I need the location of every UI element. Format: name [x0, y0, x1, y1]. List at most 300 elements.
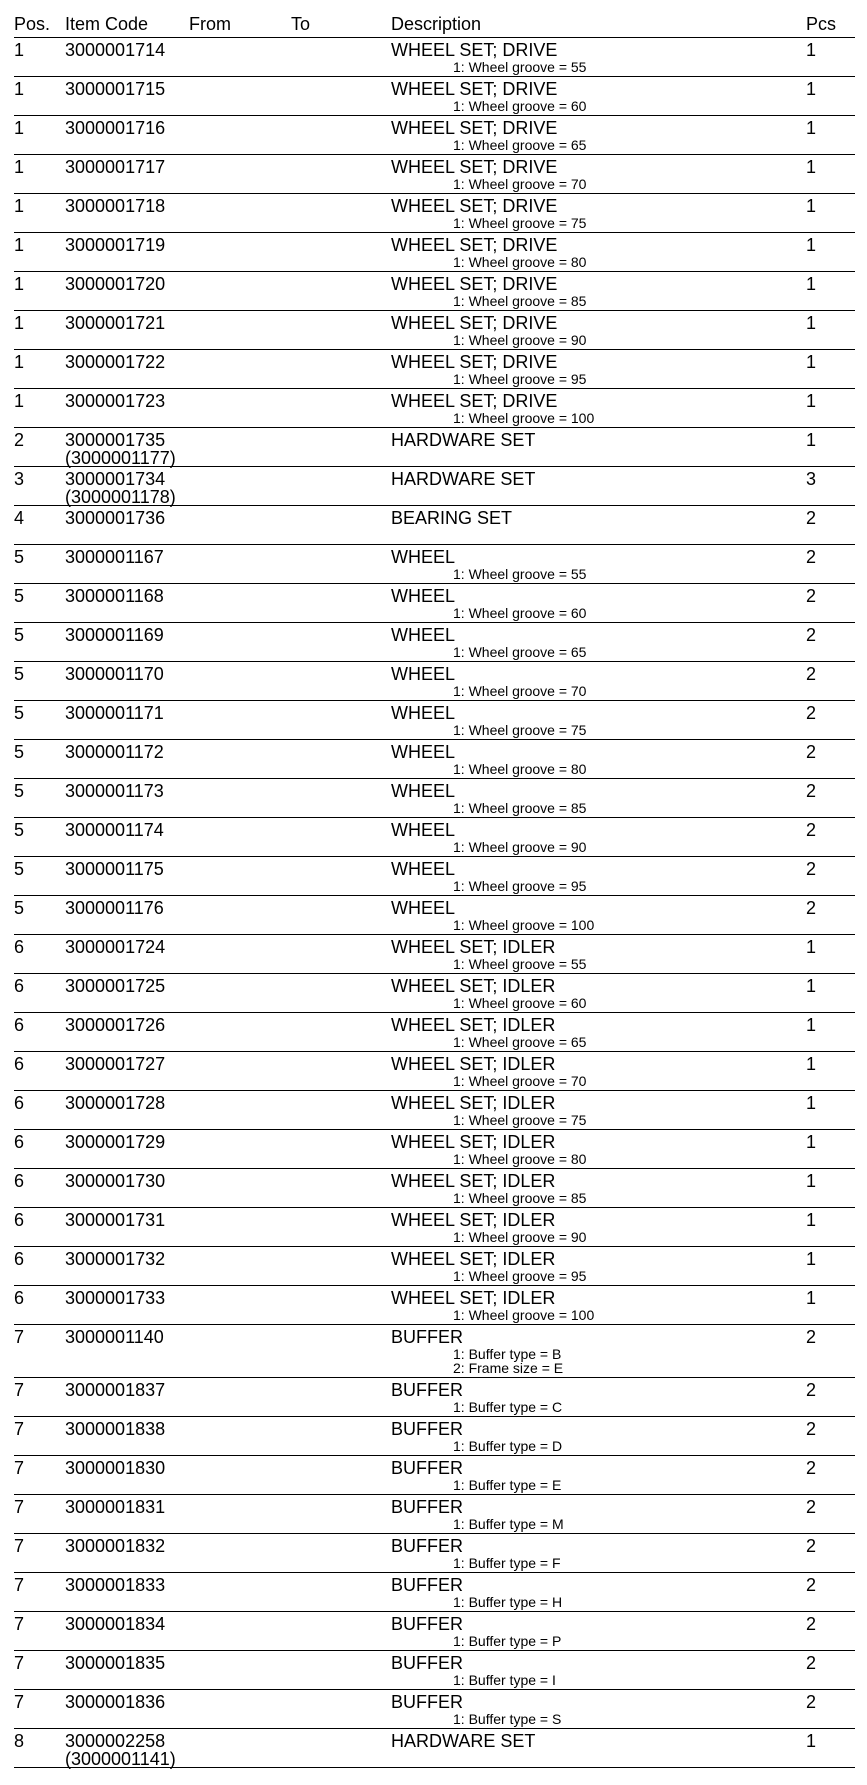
- row-description: BUFFER: [391, 1536, 463, 1556]
- row-description: WHEEL SET; DRIVE: [391, 118, 558, 138]
- row-item-code: 3000001729: [65, 1132, 166, 1152]
- row-divider: [14, 1572, 855, 1573]
- row-item-code: 3000001168: [65, 586, 164, 606]
- row-description: BUFFER: [391, 1458, 463, 1478]
- row-divider: [14, 37, 855, 38]
- row-divider: [14, 1246, 855, 1247]
- row-description: WHEEL SET; IDLER: [391, 1288, 556, 1308]
- row-attribute: 1: Wheel groove = 90: [453, 839, 587, 855]
- row-description: HARDWARE SET: [391, 469, 536, 489]
- row-attribute: 2: Frame size = E: [453, 1360, 564, 1376]
- table-row: [0, 115, 867, 154]
- row-attribute: 1: Wheel groove = 90: [453, 332, 587, 348]
- row-description: WHEEL SET; IDLER: [391, 1249, 556, 1269]
- row-divider: [14, 856, 855, 857]
- row-item-code: 3000001830: [65, 1458, 166, 1478]
- row-attribute: 1: Buffer type = S: [453, 1711, 562, 1727]
- row-divider: [14, 934, 855, 935]
- row-pcs: 1: [806, 430, 817, 450]
- row-divider: [14, 115, 855, 116]
- table-bottom-rule: [14, 1767, 855, 1768]
- header-item-code: Item Code: [65, 14, 149, 34]
- row-item-code: 3000001833: [65, 1575, 166, 1595]
- header-pos: Pos.: [14, 14, 51, 34]
- row-pos: 6: [14, 1015, 25, 1035]
- row-pcs: 2: [806, 781, 817, 801]
- table-row: [0, 1689, 867, 1728]
- row-attribute: 1: Wheel groove = 70: [453, 176, 587, 192]
- row-description: WHEEL SET; DRIVE: [391, 157, 558, 177]
- header-description: Description: [391, 14, 482, 34]
- row-item-code: 3000001169: [65, 625, 164, 645]
- table-row: [0, 817, 867, 856]
- table-row: [0, 1324, 867, 1377]
- row-pos: 1: [14, 40, 25, 60]
- row-pos: 1: [14, 196, 25, 216]
- row-item-code: 3000001176: [65, 898, 164, 918]
- row-pos: 5: [14, 703, 25, 723]
- row-pos: 7: [14, 1653, 25, 1673]
- table-row: [0, 622, 867, 661]
- row-pcs: 1: [806, 1731, 817, 1751]
- row-description: HARDWARE SET: [391, 1731, 536, 1751]
- row-pcs: 1: [806, 79, 817, 99]
- row-pcs: 2: [806, 1614, 817, 1634]
- row-description: WHEEL: [391, 820, 456, 840]
- row-attribute: 1: Wheel groove = 65: [453, 137, 587, 153]
- row-description: WHEEL SET; IDLER: [391, 1171, 556, 1191]
- table-row: [0, 1051, 867, 1090]
- table-row: [0, 1285, 867, 1324]
- row-divider: [14, 427, 855, 428]
- row-description: HARDWARE SET: [391, 430, 536, 450]
- row-pos: 7: [14, 1419, 25, 1439]
- row-description: WHEEL SET; DRIVE: [391, 274, 558, 294]
- row-divider: [14, 544, 855, 545]
- row-description: WHEEL SET; IDLER: [391, 1132, 556, 1152]
- row-item-code-alt: (3000001141): [65, 1749, 176, 1769]
- row-description: WHEEL SET; DRIVE: [391, 313, 558, 333]
- row-divider: [14, 349, 855, 350]
- row-item-code: 3000001175: [65, 859, 164, 879]
- row-description: WHEEL: [391, 586, 456, 606]
- row-pos: 7: [14, 1536, 25, 1556]
- row-item-code: 3000001174: [65, 820, 164, 840]
- row-attribute: 1: Buffer type = P: [453, 1633, 562, 1649]
- row-divider: [14, 1611, 855, 1612]
- table-row: [0, 505, 867, 544]
- row-pcs: 2: [806, 742, 817, 762]
- row-description: WHEEL SET; IDLER: [391, 1015, 556, 1035]
- row-attribute: 1: Buffer type = H: [453, 1594, 563, 1610]
- row-pos: 5: [14, 859, 25, 879]
- table-row: [0, 1572, 867, 1611]
- row-pos: 8: [14, 1731, 25, 1751]
- row-item-code: 3000001720: [65, 274, 166, 294]
- row-item-code: 3000001831: [65, 1497, 166, 1517]
- table-row: [0, 1129, 867, 1168]
- row-divider: [14, 1650, 855, 1651]
- row-attribute: 1: Wheel groove = 95: [453, 878, 587, 894]
- row-item-code: 3000001722: [65, 352, 166, 372]
- row-attribute: 1: Wheel groove = 75: [453, 1112, 587, 1128]
- row-item-code: 3000001717: [65, 157, 166, 177]
- row-pos: 5: [14, 820, 25, 840]
- table-row: [0, 310, 867, 349]
- row-pos: 5: [14, 586, 25, 606]
- row-item-code: 3000001832: [65, 1536, 166, 1556]
- row-item-code: 3000001715: [65, 79, 166, 99]
- row-attribute: 1: Wheel groove = 85: [453, 800, 587, 816]
- row-description: WHEEL: [391, 859, 456, 879]
- row-divider: [14, 1324, 855, 1325]
- row-pos: 5: [14, 625, 25, 645]
- row-pcs: 2: [806, 1458, 817, 1478]
- table-row: [0, 388, 867, 427]
- row-pos: 5: [14, 664, 25, 684]
- row-pcs: 1: [806, 40, 817, 60]
- row-attribute: 1: Wheel groove = 75: [453, 215, 587, 231]
- row-pos: 1: [14, 274, 25, 294]
- row-item-code: 3000001734: [65, 469, 166, 489]
- row-item-code: 3000001837: [65, 1380, 166, 1400]
- row-description: WHEEL: [391, 742, 456, 762]
- row-attribute: 1: Buffer type = D: [453, 1438, 563, 1454]
- row-pcs: 2: [806, 898, 817, 918]
- row-description: BUFFER: [391, 1653, 463, 1673]
- row-pcs: 1: [806, 391, 817, 411]
- row-divider: [14, 1533, 855, 1534]
- table-row: [0, 271, 867, 310]
- row-attribute: 1: Wheel groove = 55: [453, 956, 587, 972]
- row-attribute: 1: Wheel groove = 95: [453, 371, 587, 387]
- row-divider: [14, 1285, 855, 1286]
- row-pos: 1: [14, 352, 25, 372]
- row-item-code: 3000001731: [65, 1210, 166, 1230]
- row-attribute: 1: Wheel groove = 55: [453, 566, 587, 582]
- table-row: [0, 193, 867, 232]
- row-pos: 1: [14, 118, 25, 138]
- table-row: [0, 1090, 867, 1129]
- row-item-code: 3000001167: [65, 547, 164, 567]
- row-divider: [14, 1728, 855, 1729]
- row-pos: 6: [14, 1171, 25, 1191]
- table-row: [0, 232, 867, 271]
- table-row: [0, 934, 867, 973]
- row-description: BUFFER: [391, 1497, 463, 1517]
- row-description: WHEEL: [391, 547, 456, 567]
- row-pcs: 2: [806, 664, 817, 684]
- row-pcs: 2: [806, 586, 817, 606]
- row-pos: 7: [14, 1692, 25, 1712]
- row-pcs: 2: [806, 1419, 817, 1439]
- row-description: WHEEL SET; DRIVE: [391, 391, 558, 411]
- row-item-code: 3000001835: [65, 1653, 166, 1673]
- row-pcs: 2: [806, 625, 817, 645]
- row-item-code: 3000001724: [65, 937, 166, 957]
- row-divider: [14, 388, 855, 389]
- table-row: [0, 739, 867, 778]
- row-description: WHEEL: [391, 625, 456, 645]
- table-header: [0, 13, 867, 35]
- row-divider: [14, 1012, 855, 1013]
- row-pcs: 1: [806, 352, 817, 372]
- row-attribute: 1: Buffer type = M: [453, 1516, 564, 1532]
- row-item-code: 3000001736: [65, 508, 166, 528]
- row-item-code: 3000001716: [65, 118, 166, 138]
- row-attribute: 1: Wheel groove = 100: [453, 1307, 595, 1323]
- row-item-code: 3000001718: [65, 196, 166, 216]
- row-divider: [14, 739, 855, 740]
- row-item-code: 3000001721: [65, 313, 166, 333]
- row-item-code: 3000001140: [65, 1327, 164, 1347]
- row-description: WHEEL SET; DRIVE: [391, 235, 558, 255]
- row-attribute: 1: Wheel groove = 90: [453, 1229, 587, 1245]
- row-attribute: 1: Wheel groove = 75: [453, 722, 587, 738]
- row-pos: 6: [14, 1132, 25, 1152]
- row-description: WHEEL SET; DRIVE: [391, 352, 558, 372]
- row-pcs: 2: [806, 1575, 817, 1595]
- row-attribute: 1: Wheel groove = 80: [453, 1151, 587, 1167]
- row-pos: 6: [14, 1249, 25, 1269]
- row-divider: [14, 1689, 855, 1690]
- row-divider: [14, 973, 855, 974]
- table-row: [0, 427, 867, 466]
- row-pcs: 1: [806, 235, 817, 255]
- row-attribute: 1: Wheel groove = 55: [453, 59, 587, 75]
- row-pcs: 2: [806, 859, 817, 879]
- row-description: WHEEL: [391, 781, 456, 801]
- row-divider: [14, 1051, 855, 1052]
- row-pcs: 1: [806, 1288, 817, 1308]
- row-divider: [14, 1090, 855, 1091]
- row-item-code: 3000001728: [65, 1093, 166, 1113]
- row-pcs: 1: [806, 118, 817, 138]
- row-divider: [14, 271, 855, 272]
- row-pos: 6: [14, 1093, 25, 1113]
- row-pos: 5: [14, 898, 25, 918]
- row-pcs: 2: [806, 1536, 817, 1556]
- row-pos: 3: [14, 469, 25, 489]
- row-pos: 6: [14, 1288, 25, 1308]
- table-row: [0, 1494, 867, 1533]
- table-row: [0, 895, 867, 934]
- table-row: [0, 1611, 867, 1650]
- table-row: [0, 1168, 867, 1207]
- row-divider: [14, 505, 855, 506]
- row-pos: 7: [14, 1497, 25, 1517]
- row-pos: 1: [14, 313, 25, 333]
- row-pcs: 1: [806, 976, 817, 996]
- row-divider: [14, 700, 855, 701]
- row-divider: [14, 1416, 855, 1417]
- row-pos: 1: [14, 157, 25, 177]
- table-row: [0, 544, 867, 583]
- row-pos: 2: [14, 430, 25, 450]
- row-pcs: 2: [806, 1327, 817, 1347]
- row-pcs: 1: [806, 1171, 817, 1191]
- row-attribute: 1: Buffer type = F: [453, 1555, 561, 1571]
- row-attribute: 1: Wheel groove = 70: [453, 1073, 587, 1089]
- row-item-code: 3000001838: [65, 1419, 166, 1439]
- row-pos: 7: [14, 1614, 25, 1634]
- row-attribute: 1: Wheel groove = 100: [453, 410, 595, 426]
- row-attribute: 1: Wheel groove = 80: [453, 254, 587, 270]
- row-pcs: 1: [806, 274, 817, 294]
- row-item-code: 3000001173: [65, 781, 164, 801]
- table-row: [0, 1416, 867, 1455]
- row-description: WHEEL: [391, 898, 456, 918]
- row-description: WHEEL: [391, 703, 456, 723]
- row-pos: 7: [14, 1458, 25, 1478]
- row-item-code: 3000001170: [65, 664, 164, 684]
- row-attribute: 1: Wheel groove = 85: [453, 293, 587, 309]
- row-pcs: 3: [806, 469, 817, 489]
- row-attribute: 1: Wheel groove = 85: [453, 1190, 587, 1206]
- row-pos: 1: [14, 235, 25, 255]
- row-item-code: 3000001172: [65, 742, 164, 762]
- row-pos: 4: [14, 508, 25, 528]
- row-pcs: 1: [806, 157, 817, 177]
- table-row: [0, 778, 867, 817]
- row-attribute: 1: Buffer type = C: [453, 1399, 563, 1415]
- table-row: [0, 349, 867, 388]
- row-item-code-alt: (3000001178): [65, 487, 176, 507]
- row-item-code: 3000001726: [65, 1015, 166, 1035]
- row-pos: 5: [14, 781, 25, 801]
- row-description: WHEEL SET; IDLER: [391, 976, 556, 996]
- table-row: [0, 76, 867, 115]
- row-pcs: 1: [806, 196, 817, 216]
- row-description: WHEEL: [391, 664, 456, 684]
- row-description: BUFFER: [391, 1419, 463, 1439]
- row-pcs: 2: [806, 547, 817, 567]
- header-to: To: [291, 14, 311, 34]
- row-pcs: 2: [806, 1497, 817, 1517]
- row-pos: 7: [14, 1575, 25, 1595]
- row-attribute: 1: Wheel groove = 60: [453, 98, 587, 114]
- table-row: [0, 661, 867, 700]
- row-pcs: 1: [806, 313, 817, 333]
- row-pcs: 1: [806, 1015, 817, 1035]
- header-pcs: Pcs: [806, 14, 837, 34]
- row-divider: [14, 778, 855, 779]
- table-row: [0, 1455, 867, 1494]
- row-divider: [14, 1168, 855, 1169]
- row-attribute: 1: Buffer type = E: [453, 1477, 562, 1493]
- table-row: [0, 700, 867, 739]
- row-divider: [14, 466, 855, 467]
- row-description: WHEEL SET; DRIVE: [391, 79, 558, 99]
- row-pos: 6: [14, 1054, 25, 1074]
- table-row: [0, 1728, 867, 1767]
- row-description: BUFFER: [391, 1614, 463, 1634]
- row-pcs: 1: [806, 1249, 817, 1269]
- row-pos: 5: [14, 742, 25, 762]
- row-item-code: 3000001171: [65, 703, 164, 723]
- row-divider: [14, 1377, 855, 1378]
- row-pcs: 2: [806, 1653, 817, 1673]
- row-item-code: 3000001719: [65, 235, 166, 255]
- table-row: [0, 973, 867, 1012]
- row-description: WHEEL SET; IDLER: [391, 1054, 556, 1074]
- row-item-code: 3000001714: [65, 40, 166, 60]
- row-description: WHEEL SET; IDLER: [391, 1093, 556, 1113]
- row-attribute: 1: Wheel groove = 70: [453, 683, 587, 699]
- row-divider: [14, 1494, 855, 1495]
- row-item-code: 3000001730: [65, 1171, 166, 1191]
- row-description: WHEEL SET; DRIVE: [391, 40, 558, 60]
- row-pos: 6: [14, 1210, 25, 1230]
- row-attribute: 1: Buffer type = B: [453, 1346, 562, 1362]
- row-pos: 6: [14, 937, 25, 957]
- table-row: [0, 154, 867, 193]
- row-divider: [14, 622, 855, 623]
- table-row: [0, 856, 867, 895]
- table-row: [0, 1246, 867, 1285]
- table-row: [0, 583, 867, 622]
- row-description: BUFFER: [391, 1692, 463, 1712]
- row-divider: [14, 1129, 855, 1130]
- row-divider: [14, 154, 855, 155]
- row-pcs: 1: [806, 1093, 817, 1113]
- row-description: WHEEL SET; IDLER: [391, 937, 556, 957]
- table-row: [0, 1533, 867, 1572]
- row-item-code: 3000001733: [65, 1288, 166, 1308]
- row-item-code: 3000001834: [65, 1614, 166, 1634]
- row-attribute: 1: Wheel groove = 100: [453, 917, 595, 933]
- row-divider: [14, 895, 855, 896]
- row-divider: [14, 1455, 855, 1456]
- row-attribute: 1: Wheel groove = 95: [453, 1268, 587, 1284]
- row-item-code: 3000002258: [65, 1731, 166, 1751]
- row-description: BUFFER: [391, 1575, 463, 1595]
- row-pos: 5: [14, 547, 25, 567]
- row-description: BEARING SET: [391, 508, 513, 528]
- row-attribute: 1: Wheel groove = 60: [453, 605, 587, 621]
- row-attribute: 1: Wheel groove = 65: [453, 644, 587, 660]
- row-pcs: 1: [806, 1054, 817, 1074]
- row-item-code-alt: (3000001177): [65, 448, 176, 468]
- row-item-code: 3000001727: [65, 1054, 166, 1074]
- table-row: [0, 1377, 867, 1416]
- row-divider: [14, 1207, 855, 1208]
- row-pcs: 2: [806, 1380, 817, 1400]
- row-pcs: 1: [806, 1210, 817, 1230]
- row-divider: [14, 583, 855, 584]
- row-pcs: 2: [806, 703, 817, 723]
- table-row: [0, 1207, 867, 1246]
- row-pcs: 1: [806, 1132, 817, 1152]
- row-description: BUFFER: [391, 1327, 463, 1347]
- row-pos: 7: [14, 1380, 25, 1400]
- table-row: [0, 1012, 867, 1051]
- row-pos: 1: [14, 391, 25, 411]
- row-pcs: 2: [806, 1692, 817, 1712]
- table-row: [0, 1650, 867, 1689]
- row-attribute: 1: Buffer type = I: [453, 1672, 556, 1688]
- row-pos: 7: [14, 1327, 25, 1347]
- row-pos: 6: [14, 976, 25, 996]
- row-divider: [14, 193, 855, 194]
- row-pcs: 2: [806, 508, 817, 528]
- row-item-code: 3000001723: [65, 391, 166, 411]
- row-description: WHEEL SET; IDLER: [391, 1210, 556, 1230]
- row-item-code: 3000001735: [65, 430, 166, 450]
- row-attribute: 1: Wheel groove = 80: [453, 761, 587, 777]
- row-pos: 1: [14, 79, 25, 99]
- row-divider: [14, 661, 855, 662]
